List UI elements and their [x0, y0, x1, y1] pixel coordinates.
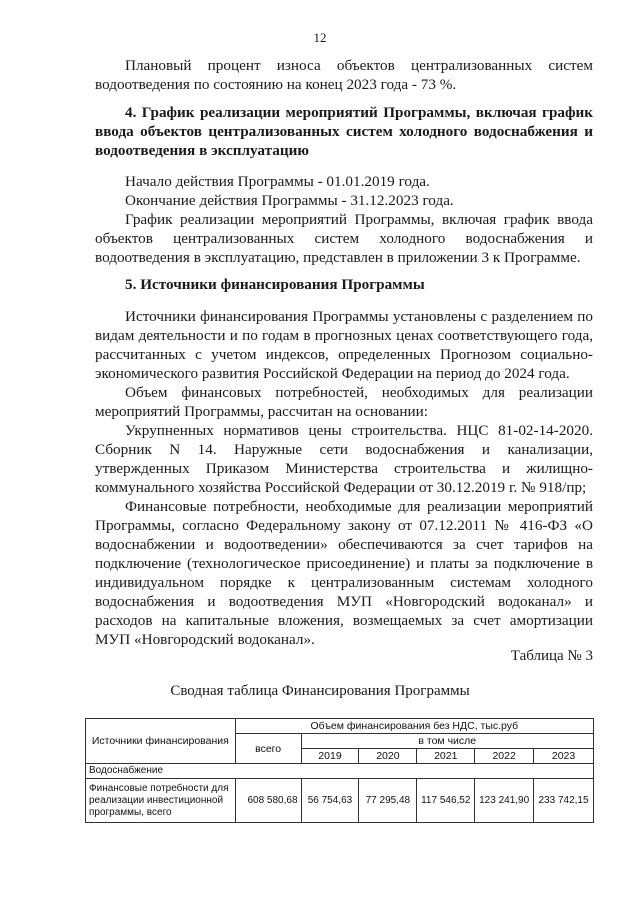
section-4-body [95, 172, 593, 267]
financing-table [85, 718, 594, 823]
program-schedule: График реализации мероприятий Программы, включая график ввода объектов централизованных систем холодного водоснабжения и водоотведения в эксплуатацию, представлен в приложении 3 к Программе. [95, 211, 593, 266]
page-number: 12 [313, 30, 327, 45]
table-caption: Таблица № 3 [510, 648, 593, 664]
row-value: 123 241,90 [475, 779, 534, 823]
table-row [86, 779, 594, 823]
table-header-row-1 [86, 719, 594, 734]
header-total: всего [235, 734, 301, 764]
section-5 [95, 275, 593, 294]
header-year: 2020 [359, 749, 417, 764]
row-total: 608 580,68 [235, 779, 301, 823]
row-value: 117 546,52 [417, 779, 475, 823]
header-year: 2019 [301, 749, 359, 764]
header-year: 2023 [534, 749, 594, 764]
financing-paragraph-2: Объем финансовых потребностей, необходимых для реализации мероприятий Программы, рассчитан на основании: [95, 384, 593, 420]
header-year: 2022 [475, 749, 534, 764]
section-label: Водоснабжение [86, 764, 594, 779]
row-value: 233 742,15 [534, 779, 594, 823]
financing-paragraph-3: Укрупненных нормативов цены строительства. НЦС 81-02-14-2020. Сборник N 14. Наружные сети водоснабжения и канализации, утвержденных Приказом Министерства строительства и жилищно-коммунального хозяйства Российской Федерации от 30.12.2019 г. № 918/пр; [95, 422, 593, 496]
section-4 [95, 103, 593, 160]
row-value: 77 295,48 [359, 779, 417, 823]
section-4-heading: 4. График реализации мероприятий Программы, включая график ввода объектов централизованных систем холодного водоснабжения и водоотведения в эксплуатацию [95, 104, 593, 159]
table-section-row [86, 764, 594, 779]
financing-paragraph-4: Финансовые потребности, необходимые для реализации мероприятий Программы, согласно Федеральному закону от 07.12.2011 № 416-ФЗ «О водоснабжении и водоотведении» обеспечиваются за счет тарифов на подключение (технологическое присоединение) и платы за подключение в индивидуальном порядке к централизованным системам холодного водоснабжения и водоотведения МУП «Новгородский водоканал» и расходов на капитальные вложения, возмещаемых за счет амортизации МУП «Новгородский водоканал». [95, 498, 593, 648]
table-title: Сводная таблица Финансирования Программы [170, 683, 470, 699]
intro-block [95, 56, 593, 94]
intro-paragraph: Плановый процент износа объектов централизованных систем водоотведения по состоянию на конец 2023 года - 73 %. [95, 57, 593, 93]
header-year: 2021 [417, 749, 475, 764]
header-sources: Источники финансирования [86, 719, 236, 764]
row-label: Финансовые потребности для реализации инвестиционной программы, всего [86, 779, 236, 823]
header-volume: Объем финансирования без НДС, тыс.руб [235, 719, 593, 734]
header-including: в том числе [301, 734, 593, 749]
financing-paragraph-1: Источники финансирования Программы установлены с разделением по видам деятельности и по годам в прогнозных ценах соответствующего года, рассчитанных с учетом индексов, определенных Прогнозом социально-экономического развития Российской Федерации на период до 2024 года. [95, 308, 593, 382]
section-5-heading: 5. Источники финансирования Программы [125, 276, 425, 293]
program-start: Начало действия Программы - 01.01.2019 года. [125, 173, 430, 190]
section-5-body [95, 307, 593, 649]
program-end: Окончание действия Программы - 31.12.2023 года. [125, 192, 454, 209]
row-value: 56 754,63 [301, 779, 359, 823]
